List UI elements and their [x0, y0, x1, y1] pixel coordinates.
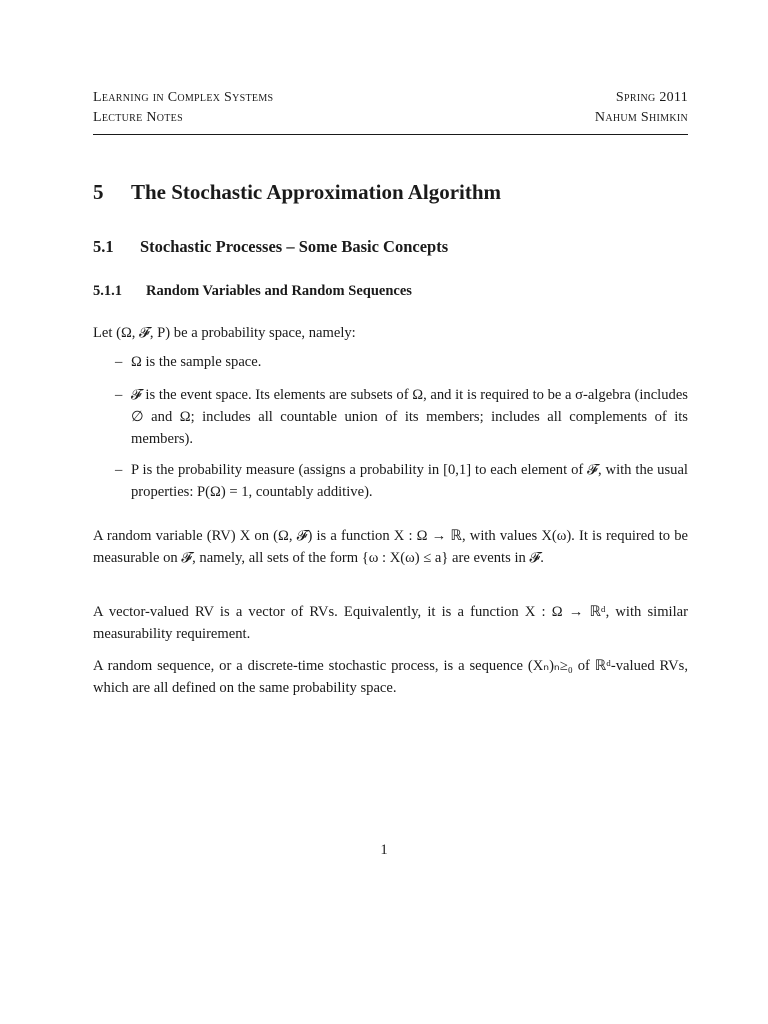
list-item: [115, 384, 688, 450]
subsubsection-heading: [93, 283, 412, 300]
header-rule: [93, 134, 688, 135]
list-bullet: –: [115, 462, 123, 478]
header-row-bottom: [93, 108, 688, 128]
doc-type: Lecture Notes: [93, 110, 183, 125]
subsection-title: Stochastic Processes – Some Basic Concepts: [140, 237, 449, 256]
intro-paragraph: Let (Ω, 𝓕, P) be a probability space, namely:: [93, 325, 356, 341]
list-bullet: –: [115, 387, 123, 403]
subsubsection-number: 5.1.1: [93, 283, 122, 299]
list-item: [115, 351, 688, 373]
header-row-top: [93, 88, 688, 108]
course-title: Learning in Complex Systems: [93, 90, 274, 105]
random-variable-paragraph: A random variable (RV) X on (Ω, 𝓕) is a function X : Ω → ℝ, with values X(ω). It is required to be measurable on 𝓕, namely, all sets of the form {ω : X(ω) ≤ a} are events in 𝓕.: [93, 528, 688, 566]
page-number: 1: [380, 842, 388, 858]
random-sequence-paragraph: A random sequence, or a discrete-time stochastic process, is a sequence (Xₙ)ₙ≥₀ of ℝᵈ-valued RVs, which are all defined on the same probability space.: [93, 658, 688, 696]
vector-rv-paragraph: A vector-valued RV is a vector of RVs. Equivalently, it is a function X : Ω → ℝᵈ, with similar measurability requirement.: [93, 604, 688, 642]
list-item: [115, 459, 688, 503]
subsubsection-title: Random Variables and Random Sequences: [146, 283, 412, 299]
subsection-number: 5.1: [93, 237, 114, 256]
author: Nahum Shimkin: [594, 110, 688, 125]
list-item-text: 𝓕 is the event space. Its elements are subsets of Ω, and it is required to be a σ-algebra (includes ∅ and Ω; includes all countable union of its members; includes all complements of its members).: [131, 387, 688, 447]
list-item-text: P is the probability measure (assigns a probability in [0,1] to each element of 𝓕, with the usual properties: P(Ω) = 1, countably additive).: [131, 462, 688, 500]
subsection-heading: [93, 237, 448, 257]
section-number: 5: [93, 180, 104, 204]
section-heading: [93, 180, 501, 205]
list-item-text: Ω is the sample space.: [131, 354, 262, 370]
term: Spring 2011: [615, 90, 688, 105]
list-bullet: –: [115, 354, 123, 370]
section-title: The Stochastic Approximation Algorithm: [131, 180, 502, 204]
